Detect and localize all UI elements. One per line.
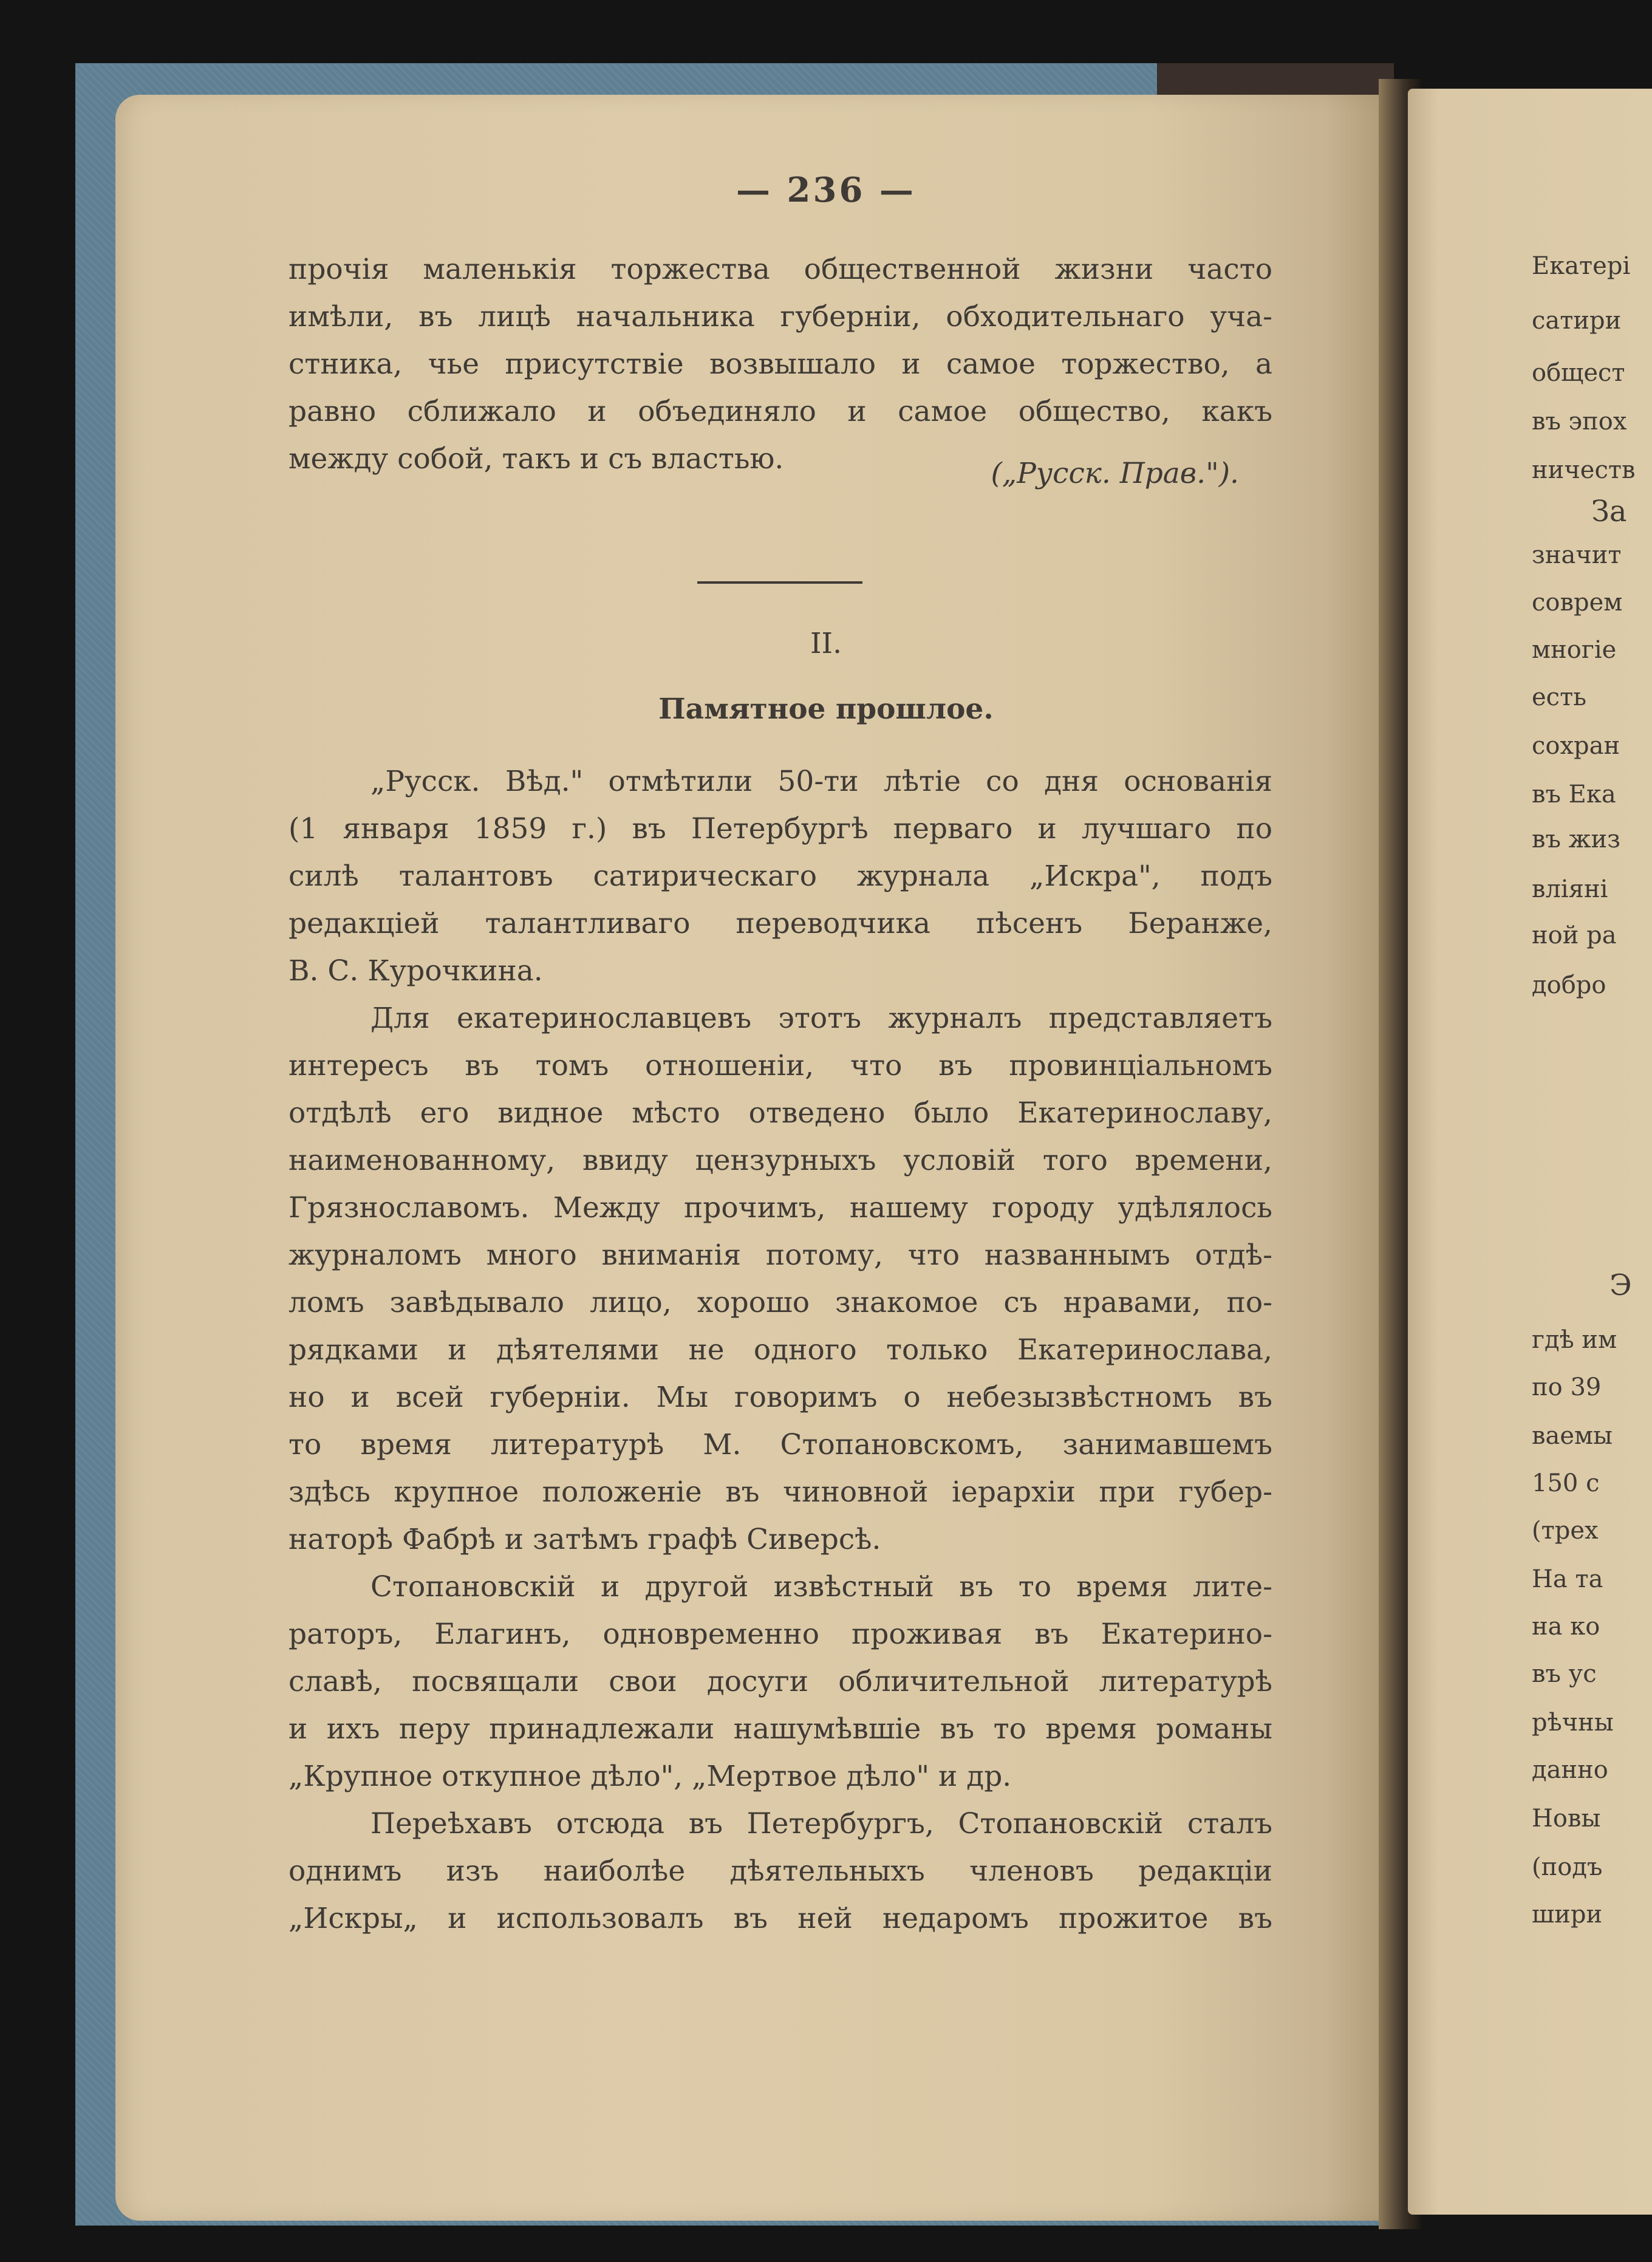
- text-line: (трех: [1532, 1517, 1599, 1545]
- text-line: гдѣ им: [1532, 1326, 1617, 1354]
- text-line: общест: [1532, 359, 1625, 387]
- text-line: Переѣхавъ отсюда въ Петербургъ, Стопановскій сталъ: [370, 1807, 1272, 1840]
- text-line: сатири: [1532, 307, 1622, 335]
- text-line: За: [1591, 494, 1627, 528]
- text-line: имѣли, въ лицѣ начальника губерніи, обходительнаго уча-: [288, 300, 1272, 333]
- book-spine-edge: [1157, 63, 1394, 100]
- text-line: рѣчны: [1532, 1709, 1614, 1737]
- text-line: сохран: [1532, 732, 1620, 760]
- text-line: наторѣ Фабрѣ и затѣмъ графѣ Сиверсѣ.: [288, 1523, 881, 1556]
- text-line: ной ра: [1532, 921, 1617, 949]
- text-line: по 39: [1532, 1373, 1602, 1401]
- text-line: интересъ въ томъ отношеніи, что въ провинціальномъ: [288, 1049, 1272, 1082]
- text-line: ничеств: [1532, 456, 1636, 484]
- text-line: въ Ека: [1532, 781, 1616, 808]
- page-number: — 236 —: [736, 170, 916, 210]
- text-line: „Искры„ и использовалъ въ ней недаромъ прожитое въ: [288, 1902, 1272, 1935]
- text-line: данно: [1532, 1756, 1608, 1784]
- text-line: ваемы: [1532, 1422, 1613, 1450]
- text-line: то время литературѣ М. Стопановскомъ, занимавшемъ: [288, 1428, 1272, 1461]
- text-line: журналомъ много вниманія потому, что названнымъ отдѣ-: [288, 1239, 1272, 1272]
- text-line: рядками и дѣятелями не одного только Екатеринослава,: [288, 1333, 1272, 1367]
- text-line: Для екатеринославцевъ этотъ журналъ представляетъ: [370, 1002, 1272, 1035]
- text-line: (1 января 1859 г.) въ Петербургѣ перваго и лучшаго по: [288, 812, 1272, 846]
- text-line: Екатері: [1532, 252, 1631, 280]
- text-line: ломъ завѣдывало лицо, хорошо знакомое съ нравами, по-: [288, 1286, 1272, 1319]
- text-line: въ ус: [1532, 1660, 1597, 1688]
- text-line: В. С. Курочкина.: [288, 954, 543, 988]
- text-line: соврем: [1532, 589, 1623, 617]
- text-line: Э: [1609, 1268, 1632, 1302]
- text-line: но и всей губерніи. Мы говоримъ о небезызвѣстномъ въ: [288, 1381, 1272, 1414]
- text-line: вліяні: [1532, 875, 1608, 903]
- text-line: и ихъ перу принадлежали нашумѣвшіе въ то время романы: [288, 1712, 1272, 1746]
- section-title: Памятное прошлое.: [658, 692, 994, 726]
- text-line: редакціей талантливаго переводчика пѣсенъ Беранже,: [288, 907, 1272, 940]
- text-line: многіе: [1532, 636, 1617, 664]
- text-line: шири: [1532, 1901, 1603, 1929]
- text-line: 150 с: [1532, 1469, 1600, 1497]
- text-line: На та: [1532, 1565, 1603, 1593]
- section-number: II.: [810, 627, 842, 660]
- text-line: прочія маленькія торжества общественной жизни часто: [288, 253, 1272, 286]
- text-line: равно сближало и объединяло и самое общество, какъ: [288, 395, 1272, 428]
- text-line: между собой, такъ и съ властью.: [288, 442, 784, 476]
- text-line: здѣсь крупное положеніе въ чиновной іерархіи при губер-: [288, 1475, 1272, 1509]
- text-line: отдѣлѣ его видное мѣсто отведено было Екатеринославу,: [288, 1096, 1272, 1130]
- text-line: наименованному, ввиду цензурныхъ условій того времени,: [288, 1144, 1272, 1177]
- text-line: стника, чье присутствіе возвышало и самое торжество, а: [288, 347, 1272, 381]
- text-line: есть: [1532, 683, 1586, 711]
- text-line: на ко: [1532, 1613, 1600, 1641]
- text-line: (подъ: [1532, 1853, 1603, 1881]
- text-line: Стопановскій и другой извѣстный въ то время лите-: [370, 1570, 1272, 1604]
- text-line: въ жиз: [1532, 825, 1620, 853]
- text-line: Новы: [1532, 1805, 1601, 1833]
- text-line: „Крупное откупное дѣло", „Мертвое дѣло" и др.: [288, 1760, 1012, 1793]
- text-line: раторъ, Елагинъ, одновременно проживая въ Екатерино-: [288, 1618, 1272, 1651]
- text-line: добро: [1532, 971, 1606, 999]
- section-divider: [697, 581, 862, 584]
- text-line: однимъ изъ наиболѣе дѣятельныхъ членовъ редакціи: [288, 1854, 1272, 1888]
- text-line: славѣ, посвящали свои досуги обличительной литературѣ: [288, 1665, 1272, 1698]
- text-line: значит: [1532, 541, 1622, 569]
- text-line: силѣ талантовъ сатирическаго журнала „Искра", подъ: [288, 859, 1272, 893]
- source-citation: („Русск. Прав.").: [991, 457, 1239, 490]
- text-line: Грязнославомъ. Между прочимъ, нашему городу удѣлялось: [288, 1191, 1272, 1225]
- text-line: „Русск. Вѣд." отмѣтили 50-ти лѣтіе со дня основанія: [370, 765, 1272, 798]
- text-line: въ эпох: [1532, 408, 1627, 436]
